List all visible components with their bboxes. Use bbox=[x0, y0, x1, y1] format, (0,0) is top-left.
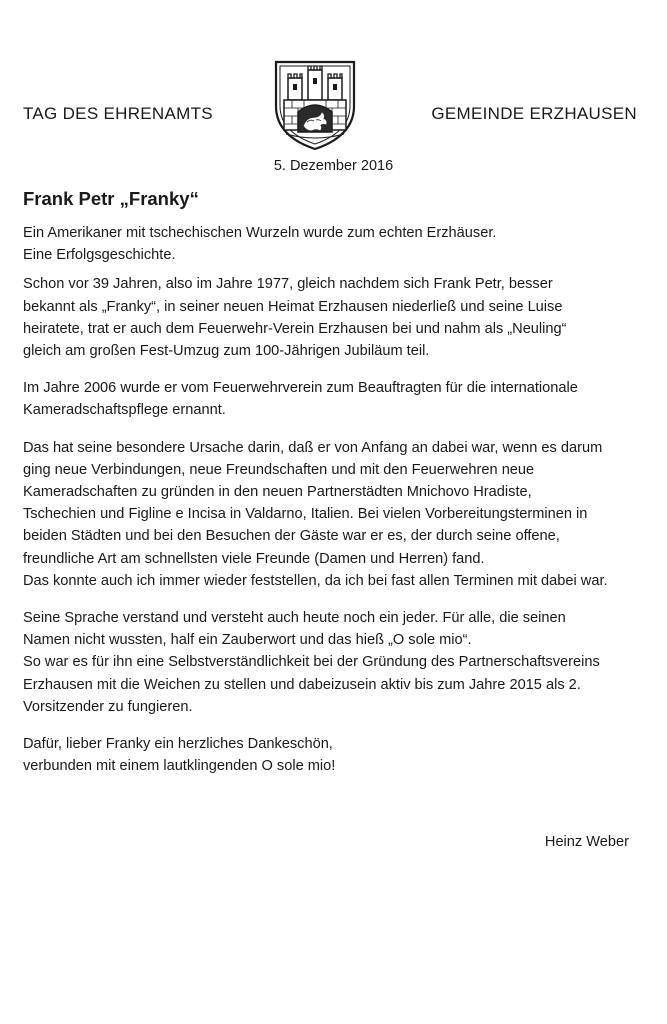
paragraph-intro bbox=[23, 222, 639, 266]
text-line: ging neue Verbindungen, neue Freundschaften und mit den Feuerwehren neue bbox=[23, 461, 535, 478]
paragraph-partnerships bbox=[23, 437, 639, 592]
text-line: Erzhausen mit die Weichen zu stellen und dabeizusein aktiv bis zum Jahre 2015 als 2. bbox=[23, 676, 581, 693]
text-line: Schon vor 39 Jahren, also im Jahre 1977, gleich nachdem sich Frank Petr, besser bbox=[23, 276, 553, 293]
text-line: bekannt als „Franky“, in seiner neuen Heimat Erzhausen niederließ und seine Luise bbox=[23, 298, 563, 315]
letter-body bbox=[23, 222, 639, 792]
text-line: Kameradschaften zu gründen in den neuen Partnerstädten Mnichovo Hradiste, bbox=[23, 484, 532, 501]
document-date: 5. Dezember 2016 bbox=[273, 158, 394, 174]
text-line: Seine Sprache verstand und versteht auch heute noch ein jeder. Für alle, die seinen bbox=[23, 610, 566, 627]
coat-of-arms-icon bbox=[272, 56, 358, 152]
paragraph-history bbox=[23, 273, 639, 362]
text-line: verbunden mit einem lautklingenden O sole mio! bbox=[23, 758, 336, 775]
text-line: gleich am großen Fest-Umzug zum 100-Jährigen Jubiläum teil. bbox=[23, 343, 430, 360]
signature-name: Heinz Weber bbox=[544, 834, 629, 850]
document-title: Frank Petr „Franky“ bbox=[23, 188, 199, 209]
text-line: Im Jahre 2006 wurde er vom Feuerwehrverein zum Beauftragten für die internationale bbox=[23, 380, 578, 397]
header-event-name: TAG DES EHRENAMTS bbox=[23, 104, 213, 123]
text-line: Dafür, lieber Franky ein herzliches Dankeschön, bbox=[23, 736, 333, 753]
header-municipality-name: GEMEINDE ERZHAUSEN bbox=[431, 104, 637, 123]
text-line: So war es für ihn eine Selbstverständlichkeit bei der Gründung des Partnerschaftsvereins bbox=[23, 654, 600, 671]
paragraph-language bbox=[23, 607, 639, 718]
text-line: beiden Städten und bei den Besuchen der Gäste war er es, der durch seine offene, bbox=[23, 528, 560, 545]
text-line: Namen nicht wussten, half ein Zauberwort und das hieß „O sole mio“. bbox=[23, 632, 472, 649]
paragraph-thanks bbox=[23, 733, 639, 777]
text-line: Das konnte auch ich immer wieder feststellen, da ich bei fast allen Terminen mit dabei war. bbox=[23, 572, 608, 589]
text-line: Eine Erfolgsgeschichte. bbox=[23, 247, 176, 264]
paragraph-appointment bbox=[23, 377, 639, 421]
text-line: Das hat seine besondere Ursache darin, daß er von Anfang an dabei war, wenn es darum bbox=[23, 439, 603, 456]
text-line: heiratete, trat er auch dem Feuerwehr-Verein Erzhausen bei und nahm als „Neuling“ bbox=[23, 320, 567, 337]
text-line: Ein Amerikaner mit tschechischen Wurzeln wurde zum echten Erzhäuser. bbox=[23, 225, 497, 241]
text-line: freundliche Art am schnellsten viele Freunde (Damen und Herren) fand. bbox=[23, 550, 485, 567]
text-line: Vorsitzender zu fungieren. bbox=[23, 698, 193, 715]
text-line: Tschechien und Figline e Incisa in Valdarno, Italien. Bei vielen Vorbereitungsterminen in bbox=[23, 506, 588, 523]
text-line: Kameradschaftspflege ernannt. bbox=[23, 402, 226, 419]
